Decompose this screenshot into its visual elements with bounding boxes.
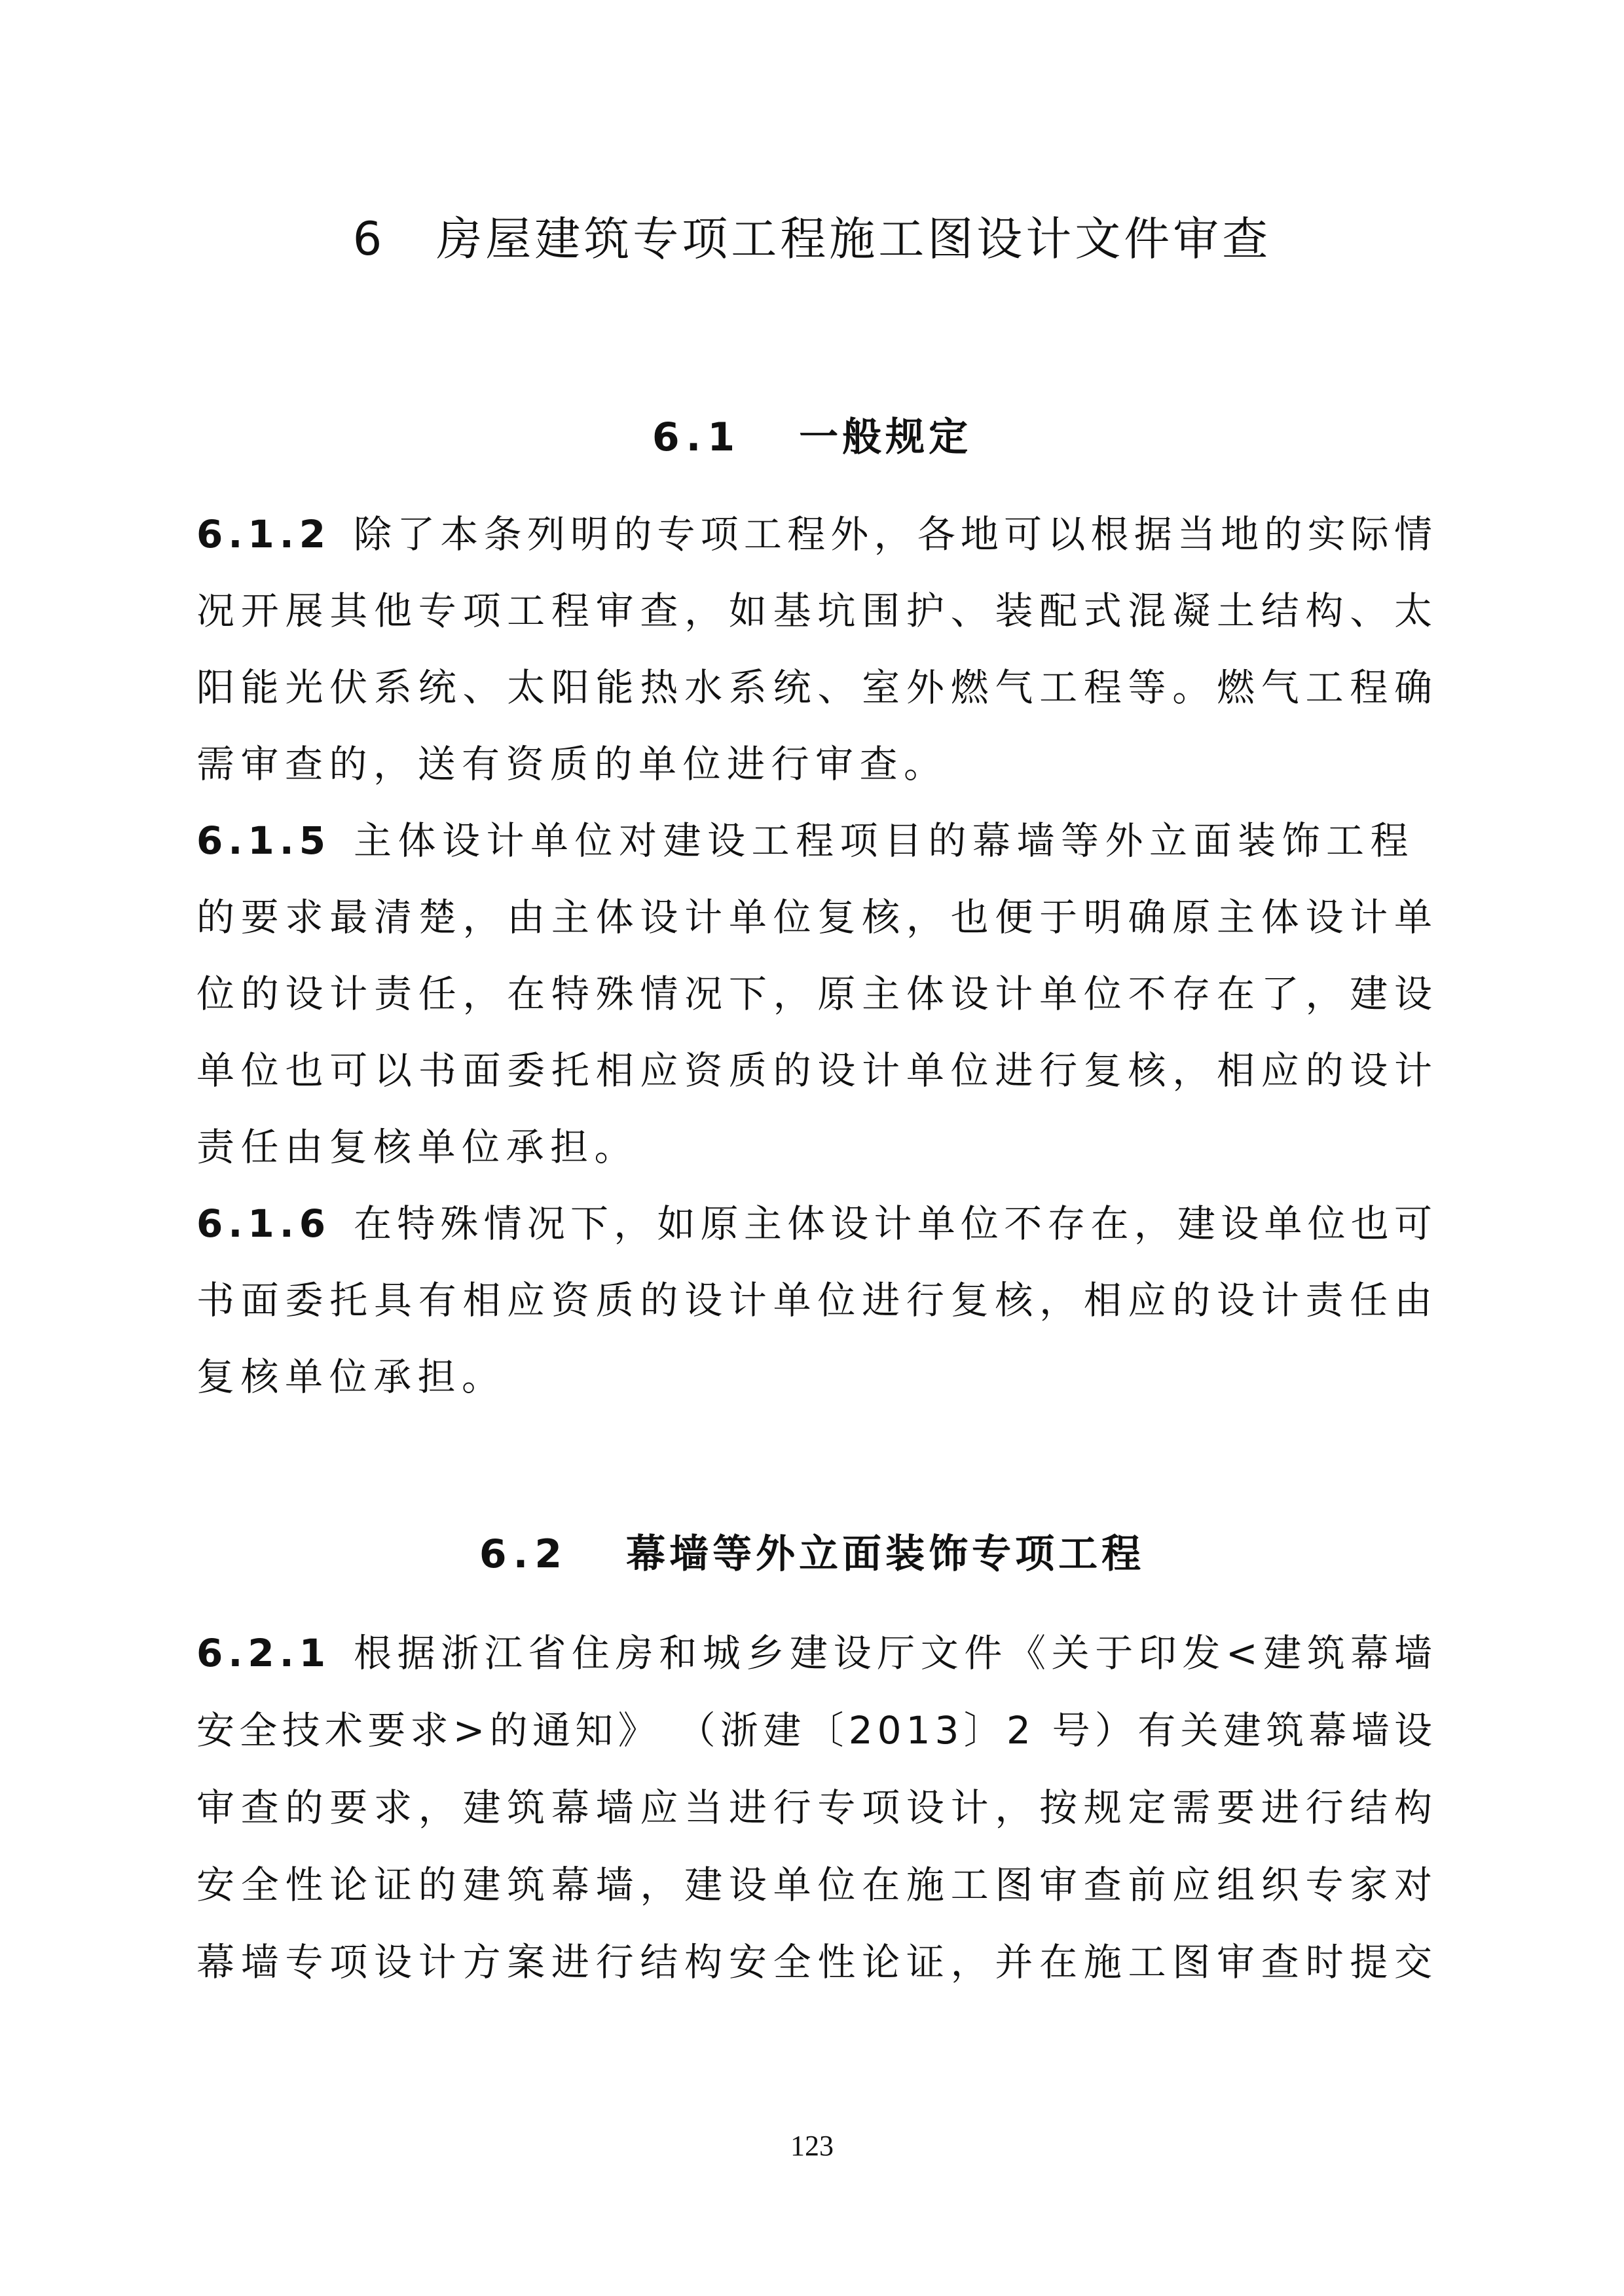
section-title: 幕墙等外立面装饰专项工程 <box>626 1531 1145 1577</box>
section-number: 6.2 <box>479 1531 569 1577</box>
clause-6-1-5-line <box>196 1109 1437 1186</box>
clause-6-1-6-line <box>196 1339 1437 1415</box>
clause-text: 况开展其他专项工程审查，如基坑围护、装配式混凝土结构、太 <box>196 589 1437 633</box>
clause-text: 单位也可以书面委托相应资质的设计单位进行复核，相应的设计 <box>196 1048 1437 1093</box>
clause-6-2-1-line <box>196 1846 1437 1923</box>
chapter-title <box>0 208 1624 270</box>
clause-text: 安全技术要求>的通知》 （浙建〔2013〕2 号）有关建筑幕墙设 <box>196 1708 1437 1753</box>
clause-text: 复核单位承担。 <box>196 1355 506 1399</box>
clause-text: 审查的要求，建筑幕墙应当进行专项设计，按规定需要进行结构 <box>196 1785 1437 1830</box>
clause-text: 书面委托具有相应资质的设计单位进行复核，相应的设计责任由 <box>196 1278 1437 1322</box>
section-title: 一般规定 <box>799 414 972 460</box>
clause-text: 在特殊情况下，如原主体设计单位不存在，建设单位也可 <box>354 1201 1437 1246</box>
clause-text: 责任由复核单位承担。 <box>196 1125 639 1169</box>
clause-6-1-6-line <box>196 1262 1437 1339</box>
clause-text: 安全性论证的建筑幕墙，建设单位在施工图审查前应组织专家对 <box>196 1863 1437 1907</box>
clause-6-2-1-line <box>196 1614 1437 1692</box>
clause-6-1-5-line <box>196 956 1437 1032</box>
clause-text: 幕墙专项设计方案进行结构安全性论证，并在施工图审查时提交 <box>196 1940 1437 1984</box>
chapter-number: 6 <box>352 212 386 266</box>
section-6-2-body <box>196 1614 1437 2001</box>
section-6-1-body <box>196 496 1437 1415</box>
section-heading-6-1 <box>0 408 1624 467</box>
clause-6-1-2-line <box>196 726 1437 803</box>
clause-6-1-2-line <box>196 496 1437 573</box>
clause-text: 除了本条列明的专项工程外，各地可以根据当地的实际情 <box>354 512 1437 556</box>
clause-6-2-1-line <box>196 1769 1437 1846</box>
clause-number: 6.1.5 <box>196 818 331 863</box>
clause-6-1-6-line <box>196 1186 1437 1262</box>
section-heading-6-2 <box>0 1525 1624 1584</box>
clause-6-1-2-line <box>196 573 1437 649</box>
chapter-title-text: 房屋建筑专项工程施工图设计文件审查 <box>436 212 1272 266</box>
section-number: 6.1 <box>652 414 742 460</box>
clause-text: 根据浙江省住房和城乡建设厅文件《关于印发<建筑幕墙 <box>354 1631 1437 1675</box>
clause-text: 主体设计单位对建设工程项目的幕墙等外立面装饰工程 <box>354 818 1415 863</box>
clause-number: 6.1.2 <box>196 512 331 556</box>
clause-6-2-1-line <box>196 1692 1437 1769</box>
clause-number: 6.1.6 <box>196 1201 331 1246</box>
clause-text: 的要求最清楚，由主体设计单位复核，也便于明确原主体设计单 <box>196 895 1437 939</box>
clause-text: 阳能光伏系统、太阳能热水系统、室外燃气工程等。燃气工程确 <box>196 665 1437 710</box>
page-number: 123 <box>790 2130 834 2162</box>
clause-6-1-5-line <box>196 879 1437 956</box>
clause-6-1-5-line <box>196 1032 1437 1109</box>
clause-6-1-2-line <box>196 649 1437 726</box>
clause-text: 需审查的，送有资质的单位进行审查。 <box>196 742 948 786</box>
clause-number: 6.2.1 <box>196 1631 331 1675</box>
clause-6-2-1-line <box>196 1923 1437 2001</box>
clause-text: 位的设计责任，在特殊情况下，原主体设计单位不存在了，建设 <box>196 972 1437 1016</box>
clause-6-1-5-line <box>196 803 1437 879</box>
